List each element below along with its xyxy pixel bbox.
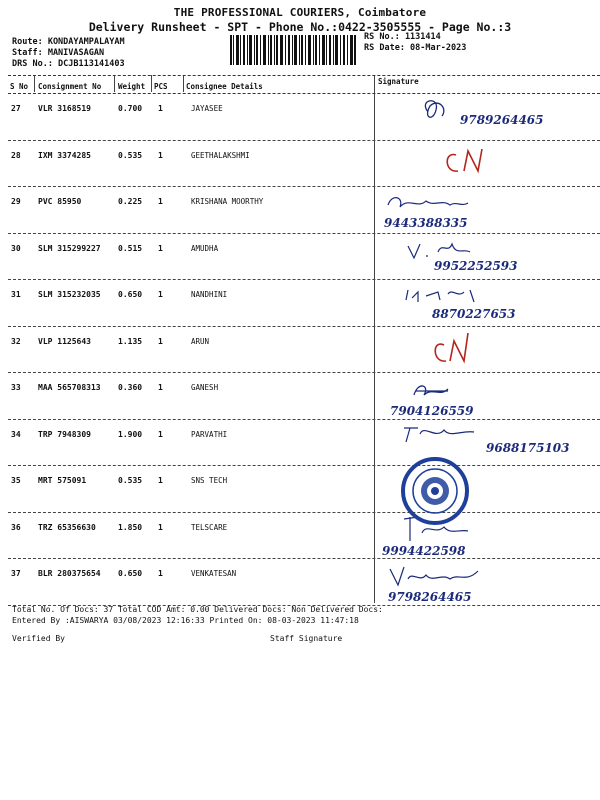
row-sno: 28 (11, 150, 21, 160)
col-weight: Weight (118, 82, 146, 91)
barcode (230, 35, 356, 65)
handwritten-signature (378, 327, 598, 371)
signature-phone: 9798264465 (388, 590, 472, 603)
col-consignment: Consignment No (38, 82, 102, 91)
staff-label: Staff: MANIVASAGAN (12, 48, 105, 58)
staff-signature-label: Staff Signature (270, 634, 343, 643)
row-consignee: PARVATHI (191, 429, 228, 439)
row-pcs: 1 (158, 150, 163, 160)
table-row (8, 141, 600, 188)
handwritten-signature (378, 187, 598, 231)
row-consignment: MRT 575091 (38, 476, 87, 485)
row-sno: 37 (11, 569, 21, 578)
table-row (8, 327, 600, 374)
row-consignment: PVC 85950 (38, 197, 82, 206)
table-header (8, 76, 600, 94)
row-consignment: VLP 1125643 (38, 336, 91, 346)
row-consignment: SLM 315299227 (38, 243, 101, 253)
row-sno: 30 (11, 243, 21, 253)
row-consignee: GANESH (191, 383, 219, 392)
col-signature: Signature (378, 77, 419, 86)
row-pcs: 1 (158, 522, 163, 532)
row-pcs: 1 (158, 383, 163, 392)
signature-phone: 9688175103 (486, 440, 570, 455)
row-weight: 0.535 (118, 150, 143, 160)
row-consignee: VENKATESAN (191, 569, 237, 578)
meta-left (12, 37, 125, 70)
row-consignee: ARUN (191, 336, 210, 346)
runsheet-title: Delivery Runsheet - SPT - Phone No.:0422-3505555 - Page No.:3 (88, 20, 512, 34)
handwritten-signature (378, 141, 598, 185)
verified-by-label: Verified By (12, 634, 65, 643)
table-row (8, 559, 600, 606)
entered-by-line: Entered By :AISWARYA 03/08/2023 12:16:33 Printed On: 08-03-2023 11:47:18 (12, 616, 359, 625)
row-consignee: SNS TECH (191, 476, 228, 485)
row-pcs: 1 (158, 569, 163, 578)
row-consignee: TELSCARE (191, 522, 228, 532)
row-pcs: 1 (158, 290, 163, 299)
row-pcs: 1 (158, 243, 163, 253)
row-pcs: 1 (158, 429, 163, 439)
signature-phone: 8870227653 (432, 307, 516, 321)
row-sno: 35 (11, 476, 21, 485)
row-sno: 29 (11, 197, 21, 206)
row-pcs: 1 (158, 476, 163, 485)
col-sno: S No (10, 82, 29, 91)
row-sno: 36 (11, 522, 21, 532)
table-row (8, 187, 600, 234)
signature-phone: 9789264465 (460, 113, 544, 127)
handwritten-signature (378, 373, 598, 417)
row-weight: 0.360 (118, 383, 143, 392)
handwritten-signature (378, 94, 598, 138)
row-weight: 0.225 (118, 197, 143, 206)
table-row (8, 94, 600, 141)
totals-line: Total No. Of Docs: 37 Total COD Amt: 0.00 Delivered Docs: Non Delivered Docs: (12, 605, 383, 614)
row-consignment: TRZ 65356630 (38, 522, 96, 532)
handwritten-signature (378, 234, 598, 278)
row-consignment: VLR 3168519 (38, 104, 91, 113)
row-pcs: 1 (158, 336, 163, 346)
meta-right (364, 32, 466, 54)
row-consignee: NANDHINI (191, 290, 228, 299)
row-consignee: AMUDHA (191, 243, 219, 253)
handwritten-signature (378, 559, 598, 603)
rs-date-label: RS Date: 08-Mar-2023 (364, 43, 467, 53)
rs-no-label: RS No.: 1131414 (364, 32, 441, 42)
row-weight: 0.650 (118, 569, 143, 578)
drs-label: DRS No.: DCJB113141403 (12, 59, 125, 69)
row-consignee: KRISHANA MOORTHY (191, 197, 264, 206)
signature-phone: 9952252593 (434, 258, 518, 273)
row-consignment: SLM 315232035 (38, 290, 101, 299)
row-weight: 0.535 (118, 476, 143, 485)
row-consignment: BLR 280375654 (38, 569, 101, 578)
row-consignee: GEETHALAKSHMI (191, 150, 250, 160)
signature-phone: 7904126559 (390, 404, 474, 417)
row-weight: 1.850 (118, 522, 143, 532)
row-weight: 1.135 (118, 336, 143, 346)
row-weight: 0.515 (118, 243, 143, 253)
row-weight: 0.700 (118, 104, 143, 113)
row-sno: 27 (11, 104, 21, 113)
row-sno: 34 (11, 429, 21, 439)
col-pcs: PCS (154, 82, 168, 91)
runsheet-table (8, 75, 600, 606)
row-consignment: MAA 565708313 (38, 383, 101, 392)
row-pcs: 1 (158, 104, 163, 113)
table-row (8, 513, 600, 560)
row-sno: 33 (11, 383, 21, 392)
table-row (8, 373, 600, 420)
signature-phone: 9994422598 (382, 543, 466, 557)
signature-phone: 9443388335 (384, 216, 468, 230)
table-row (8, 466, 600, 513)
company-title: THE PROFESSIONAL COURIERS, Coimbatore (173, 6, 427, 19)
row-consignee: JAYASEE (191, 104, 223, 113)
row-consignment: TRP 7948309 (38, 429, 91, 439)
table-row (8, 234, 600, 281)
row-weight: 0.650 (118, 290, 143, 299)
handwritten-signature (378, 280, 598, 324)
row-pcs: 1 (158, 197, 163, 206)
college-seal-stamp (400, 456, 470, 526)
route-label: Route: KONDAYAMPALAYAM (12, 37, 125, 47)
row-sno: 32 (11, 336, 21, 346)
table-row (8, 420, 600, 467)
col-consignee: Consignee Details (186, 82, 263, 91)
row-weight: 1.900 (118, 429, 143, 439)
row-sno: 31 (11, 290, 21, 299)
row-consignment: IXM 3374285 (38, 150, 91, 160)
table-row (8, 280, 600, 327)
